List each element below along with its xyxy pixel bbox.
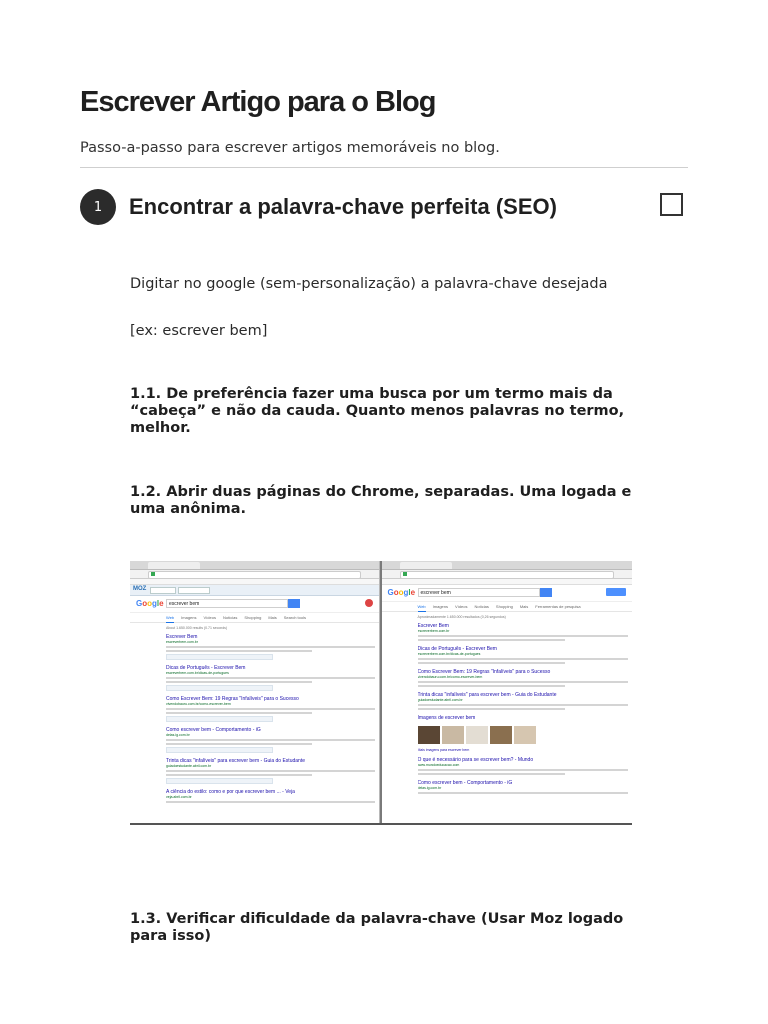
search-result: Como Escrever Bem: 19 Regras "Infalíveis" para o Sucesso vivendobauru.com.br/como-escrever-bem — [130, 694, 379, 725]
search-tabs: Web Imagens Vídeos Notícias Shopping Mais Ferramentas de pesquisa — [382, 602, 633, 612]
address-bar — [382, 570, 633, 579]
search-icon — [288, 599, 300, 608]
sign-in-button — [606, 588, 626, 596]
google-logo: Google — [136, 599, 164, 608]
results-stats: Aproximadamente 1.650.000 resultados (0,26 segundos) — [417, 615, 506, 619]
search-tabs: Web Imagens Vídeos Notícias Shopping Mais Search tools — [130, 613, 379, 623]
search-result: Como escrever bem - Comportamento - iG delas.ig.com.br — [382, 778, 633, 797]
google-search-box: escrever bem — [418, 588, 540, 597]
search-result: Escrever Bem escreverbem.com.br — [130, 632, 379, 663]
google-search-row — [130, 596, 379, 613]
substep-1-1: 1.1. De preferência fazer uma busca por um termo mais da “cabeça” e não da cauda. Quanto menos palavras no termo, melhor. — [130, 386, 625, 436]
page-title: Escrever Artigo para o Blog — [80, 86, 436, 118]
avatar — [365, 599, 373, 607]
more-images-link: Mais imagens para escrever bem — [417, 748, 470, 752]
results-stats: About 1.650.000 results (0.71 seconds) — [166, 626, 228, 630]
search-result: O que é necessário para se escrever bem? - Mundo www.mundoeducacao.com — [382, 755, 633, 778]
header-divider — [80, 167, 688, 168]
address-bar — [130, 570, 379, 579]
browser-tabstrip — [130, 561, 379, 570]
search-result: Trinta dicas "infalíveis" para escrever bem - Guia do Estudante guiadoestudante.abril.com.br — [130, 756, 379, 787]
search-result: Trinta dicas "infalíveis" para escrever bem - Guia do Estudante guiadoestudante.abril.com.br — [382, 690, 633, 713]
browser-tabstrip — [382, 561, 633, 570]
page-subtitle: Passo-a-passo para escrever artigos memoráveis no blog. — [80, 140, 500, 156]
search-icon — [540, 588, 552, 597]
step-complete-checkbox[interactable] — [660, 193, 683, 216]
moz-toolbar — [130, 585, 379, 596]
image-results — [382, 724, 633, 746]
search-result: Dicas de Português - Escrever Bem escreverbem.com.br/dicas-de-portugues — [130, 663, 379, 694]
substep-1-2: 1.2. Abrir duas páginas do Chrome, separadas. Uma logada e uma anônima. — [130, 484, 632, 517]
browser-logged-window — [130, 561, 380, 823]
google-search-row — [382, 585, 633, 602]
browser-incognito-window — [382, 561, 633, 823]
search-result: Dicas de Português - Escrever Bem escreverbem.com.br/dicas-de-portugues — [382, 644, 633, 667]
browser-comparison-screenshot — [130, 561, 632, 825]
search-result: Como escrever bem - Comportamento - iG delas.ig.com.br — [130, 725, 379, 756]
search-result: A ciência do estilo: como e por que escrever bem ... - Veja veja.abril.com.br — [130, 787, 379, 806]
substep-1-3: 1.3. Verificar dificuldade da palavra-chave (Usar Moz logado para isso) — [130, 911, 624, 944]
google-logo: Google — [387, 588, 416, 597]
search-result: Escrever Bem escreverbem.com.br — [382, 621, 633, 644]
moz-logo: MOZ — [133, 586, 147, 592]
step-instruction: Digitar no google (sem-personalização) a palavra-chave desejada — [130, 276, 608, 292]
step-example: [ex: escrever bem] — [130, 323, 268, 339]
step-number-badge: 1 — [80, 189, 116, 225]
images-header: Imagens de escrever bem — [417, 715, 476, 721]
search-result: Como Escrever Bem: 19 Regras "Infalíveis" para o Sucesso vivendobauru.com.br/como-escrever-bem — [382, 667, 633, 690]
step-title: Encontrar a palavra-chave perfeita (SEO) — [129, 194, 557, 219]
google-search-box: escrever bem — [166, 599, 288, 608]
